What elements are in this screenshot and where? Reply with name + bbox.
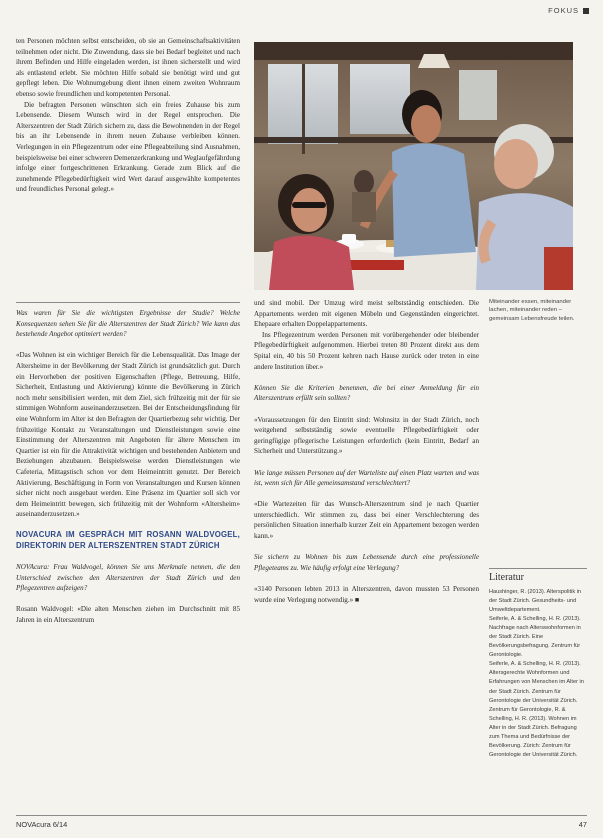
photo-seniors-dining (254, 42, 573, 290)
interview-question: Sie sichern zu Wohnen bis zum Lebensende durch eine professionelle Pflegeteams zu. Wie häufig erfolgt eine Verlegung? (254, 553, 479, 572)
interview-answer: und sind mobil. Der Umzug wird meist selbstständig entschieden. Die Appartements werden mit eigenen Möbeln und Gegenständen eingerichtet. Ehepaare erhalten Doppelappartements. (254, 299, 479, 329)
sidebar-divider (489, 568, 587, 569)
literature-item: Zentrum für Gerontologie, R. & Schelling, H. R. (2013). Wohnen im Alter in der Stadt Zürich. Befragung zum Thema und Bedürfnisse der Bevölkerung. Zürich: Zentrum für Gerontologie der Universität Zürich. (489, 706, 578, 758)
interview-answer: Ins Pflegezentrum werden Personen mit vorübergehender oder bleibender Pflegebedürftigkeit aufgenommen. Hierbei treten 80 Prozent direkt aus dem Spital ein, 40 bis 50 Prozent kehren nach Hause zurück oder treten in eine andere Institution über.» (254, 330, 479, 371)
literature-list (489, 588, 587, 760)
literature-item: Seiferle, A. & Schelling, H. R. (2013). Nachfrage nach Alterswohnformen in der Stadt Zürich. Eine Bevölkerungsbefragung. Zentrum für Gerontologie. (489, 616, 581, 659)
top-left-text (16, 36, 240, 195)
interview-answer: «Die Wartezeiten für das Wunsch-Alterszentrum sind je nach Quartier unterschiedlich. Wir stimmen zu, dass bei einer Verschlechterung des persönlichen Situation innerhalb kurzer Zeit ein Appartement bezogen werden kann.» (254, 500, 479, 541)
literature-item: Haushinger, R. (2013). Alterspolitik in der Stadt Zürich. Gesundheits- und Umweltdepartement. (489, 589, 582, 614)
interview-answer: «3140 Personen lebten 2013 in Alterszentren, davon mussten 53 Personen wurde eine Verlegung notwendig.» ■ (254, 585, 479, 604)
footer-rule (16, 815, 587, 816)
sidebar-title: Literatur (489, 572, 524, 583)
interview-question: NOVAcura: Frau Waldvogel, können Sie uns Merkmale nennen, die den Unterschied zwischen den Alterszentren der Stadt Zürich und den Pflegezentren aufzeigen? (16, 563, 240, 593)
footer-issue: NOVAcura 6/14 (16, 820, 68, 829)
literature-item: Seiferle, A. & Schelling, H. R. (2013). Altersgerechte Wohnformen und Erfahrungen von Menschen im Alter in der Stadt Zürich. Zentrum für Gerontologie der Universität Zürich. (489, 661, 584, 704)
paragraph: Die befragten Personen wünschten sich ein freies Zuhause bis zum Lebensende. Diesem Wunsch wird in der Regel entsprochen. Die Alterszentren der Stadt Zürich sichern zu, dass die Bewohnenden in der Regel bis an ihr Lebensende in ihrem neuen Zuhause verbleiben können. Verlegungen in ein Pflegezentrum oder eine Pflegeabteilung sind Ausnahmen, beispielsweise bei einer schweren Demenzerkrankung und Weglaufgefährdung infolge einer fortgeschrittenen Erkrankung. Gerade zum Blick auf die zunehmende Pflegebedürftigkeit wird Wert darauf ausgewählte kompetentes und freundliches Personal gelegt.» (16, 100, 240, 194)
interview-question: Können Sie die Kriterien benennen, die bei einer Anmeldung für ein Alterszentrum erfüllt sein sollten? (254, 383, 479, 403)
left-column (16, 308, 240, 626)
section-marker-icon (583, 8, 589, 14)
interview-heading: NOVACURA IM GESPRÄCH MIT ROSANN WALDVOGEL, DIREKTORIN DER ALTERSZENTREN STADT ZÜRICH (16, 530, 240, 550)
interview-question: Was waren für Sie die wichtigsten Ergebnisse der Studie? Welche Konsequenzen sehen Sie für die Alterszentren der Stadt Zürich? Wie kann das bestehende Angebot optimiert werden? (16, 309, 240, 339)
middle-column (254, 298, 479, 605)
interview-question: Wie lange müssen Personen auf der Warteliste auf einen Platz warten und was ist, wenn sich für Alle gemeinsamstand verschlechtert? (254, 468, 479, 488)
photo-caption: Miteinander essen, miteinander lachen, miteinander reden – gemeinsam Lebensfreude teilen. (489, 299, 575, 322)
divider (16, 302, 240, 303)
interview-answer: Rosann Waldvogel: «Die alten Menschen ziehen im Durchschnitt mit 85 Jahren in ein Alterszentrum (16, 605, 240, 625)
interview-answer: «Das Wohnen ist ein wichtiger Bereich für die Lebensqualität. Das Image der Altersheime in der Bevölkerung der Stadt Zürich ist grundsätzlich gut. Durch ein Hervorheben der positiven Eigenschaften (Pflege, Betreuung, Hilfe, Sicherheit, Entlastung und Aktivierung) könnte die Bevölkerung in Zürich noch mehr sensibilisiert werden, mit dem Ziel, sich frühzeitig mit der für sie stimmigen Wohnform auseinanderzusetzen. Bei der Entscheidungsfindung für eine Wohnform im Alter ist den Befragten der Quartierbezug sehr wichtig. Der frühzeitige Kontakt zu Veranstaltungen und Dienstleistungen sowie eine Einstimmung der Alterszentren mit Angeboten für ältere Menschen im Quartier ist ein für die Attraktivität wichtigen und bestehenden Anbietern und Beziehungen abzubauen. Beispielsweise werden Dienstleistungen wie Cafeteria, Mittagstisch schon vor dem Heimeintritt genutzt. Der Bereich Aktivierung, Beschäftigung in Form von Veranstaltungen und Kursen können sicher nicht noch ausgebaut werden. Eine Präsenz im Quartier soll sich vor dem Heimeintritt bewegen, sich frühzeitig mit der Wohnform «Altersheim» auseinanderzusetzen.» (16, 351, 240, 519)
section-label: FOKUS (548, 6, 579, 15)
section-header (548, 6, 589, 15)
paragraph: ten Personen möchten selbst entscheiden, ob sie an Gemeinschaftsaktivitäten teilnehmen oder nicht. Die Zuwendung, dass sie bei Bedarf begleitet und nach ihrem Befinden und Hilfe eingeladen werden, ist ihnen sicherstellt und wird als entlastend erlebt. Sie möchten Hilfe sobald sie benötigt wird und gut gepflegt leben. Die Wohnumgebung dient ihnen einem zweiten Wohnraum ebenso sowie freundlichen und kompetenten Personal. (16, 37, 240, 98)
interview-answer: «Voraussetzungen für den Eintritt sind: Wohnsitz in der Stadt Zürich, noch weitgehend selbstständig sowie eventuelle Pflegebedürftigkeit oder geringfügige pflegerische Leistungen erforderlich (kein Eintritt, Bedarf an Sicherheit und Unterstützung.» (254, 415, 479, 456)
page-number: 47 (578, 820, 587, 829)
